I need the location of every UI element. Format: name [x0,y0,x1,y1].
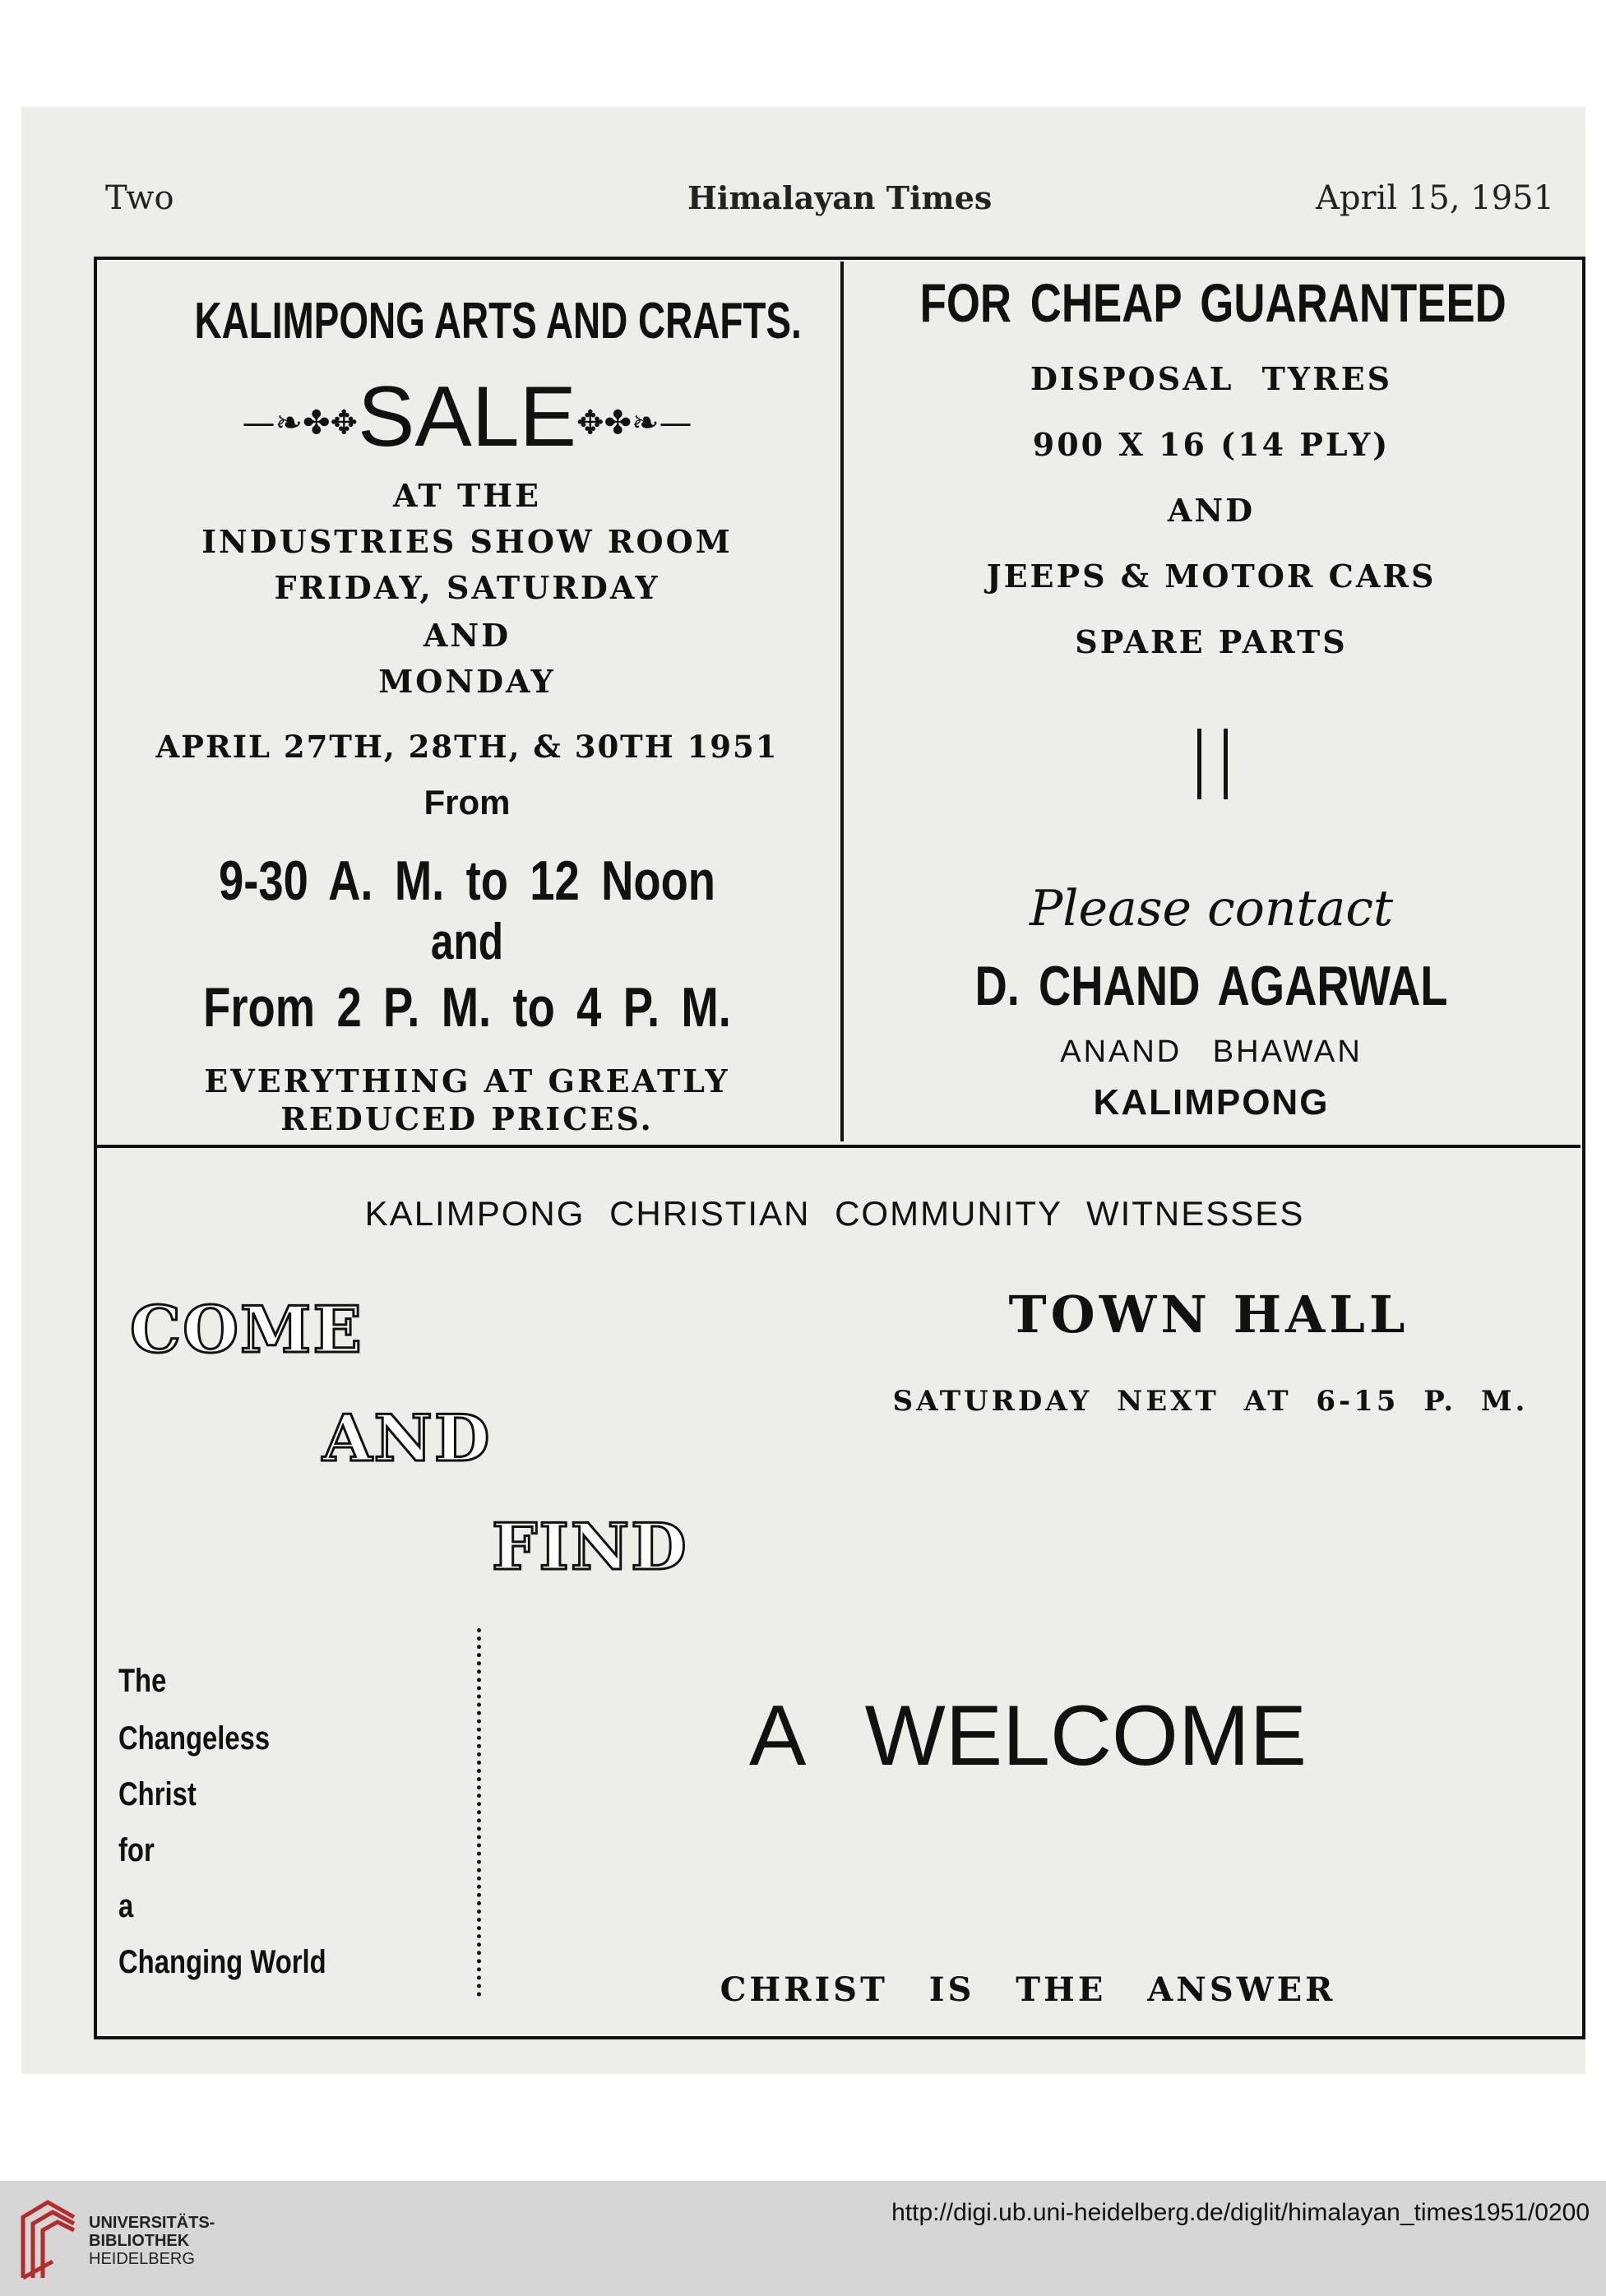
library-name [89,2214,215,2268]
page-number: Two [105,179,174,217]
contact-address: ANAND BHAWAN [1060,1035,1363,1069]
separator-rule [1224,729,1228,799]
contact-town: KALIMPONG [1093,1082,1330,1123]
tyres-line: AND [1167,492,1256,529]
tagline-word: a [118,1888,134,1924]
tyres-line: JEEPS & MOTOR CARS [986,558,1437,595]
sale-heading: SALE [358,369,576,465]
tyres-line: DISPOSAL TYRES [1030,360,1393,397]
library-name-line: BIBLIOTHEK [89,2232,190,2250]
come-word: COME [130,1293,363,1368]
venue-label: TOWN HALL [1008,1285,1409,1345]
afternoon-hours: From 2 P. M. to 4 P. M. [203,976,731,1039]
separator-rule [1197,729,1201,799]
find-word: FIND [492,1510,688,1585]
arts-footer-line: REDUCED PRICES. [280,1100,654,1137]
tyres-line: SPARE PARTS [1075,623,1348,660]
sale-line [99,368,835,466]
tyres-title: FOR CHEAP GUARANTEED [919,272,1506,333]
from-label: From [423,783,511,822]
tagline-word: Changeless [118,1720,271,1757]
and-label: and [430,914,504,970]
welcome-heading: A WELCOME [749,1688,1307,1784]
tagline-word: The [118,1663,167,1699]
contact-name: D. CHAND AGARWAL [974,955,1448,1017]
tyres-line: 900 X 16 (14 PLY) [1032,426,1391,463]
please-contact: Please contact [1029,880,1394,937]
tagline-word: for [118,1832,155,1868]
library-logo-icon [16,2192,81,2284]
masthead: Himalayan Times [687,179,993,216]
morning-hours: 9-30 A. M. to 12 Noon [218,849,716,912]
issue-date: April 15, 1951 [1316,179,1555,217]
arts-line: FRIDAY, SATURDAY [274,569,660,606]
answer-line: CHRIST IS THE ANSWER [720,1970,1336,2009]
ornament-right: ✥✤❧— [576,404,692,442]
arts-line: AND [423,617,511,654]
community-heading: KALIMPONG CHRISTIAN COMMUNITY WITNESSES [364,1194,1305,1233]
arts-title: KALIMPONG ARTS AND CRAFTS. [194,293,802,349]
tagline-word: Changing World [118,1944,326,1980]
footer-bar [0,2181,1606,2296]
library-name-line: UNIVERSITÄTS- [89,2214,215,2232]
arts-line: AT THE [392,477,542,514]
arts-line: MONDAY [378,663,556,700]
ornament-left: —❧✤✥ [242,404,359,442]
event-time: SATURDAY NEXT AT 6-15 P. M. [892,1385,1529,1418]
ads-row-divider [97,1145,1581,1148]
library-name-line: HEIDELBERG [89,2250,195,2268]
source-url-link[interactable]: http://digi.ub.uni-heidelberg.de/diglit/himalayan_times1951/0200 [891,2199,1590,2226]
arts-line: INDUSTRIES SHOW ROOM [201,523,733,560]
sale-dates: APRIL 27TH, 28TH, & 30TH 1951 [155,729,779,765]
ads-column-divider [840,262,844,1141]
tagline-word: Christ [118,1776,197,1812]
arts-footer-line: EVERYTHING AT GREATLY [204,1062,730,1099]
dotted-divider [477,1628,481,1997]
and-word: AND [322,1401,492,1476]
